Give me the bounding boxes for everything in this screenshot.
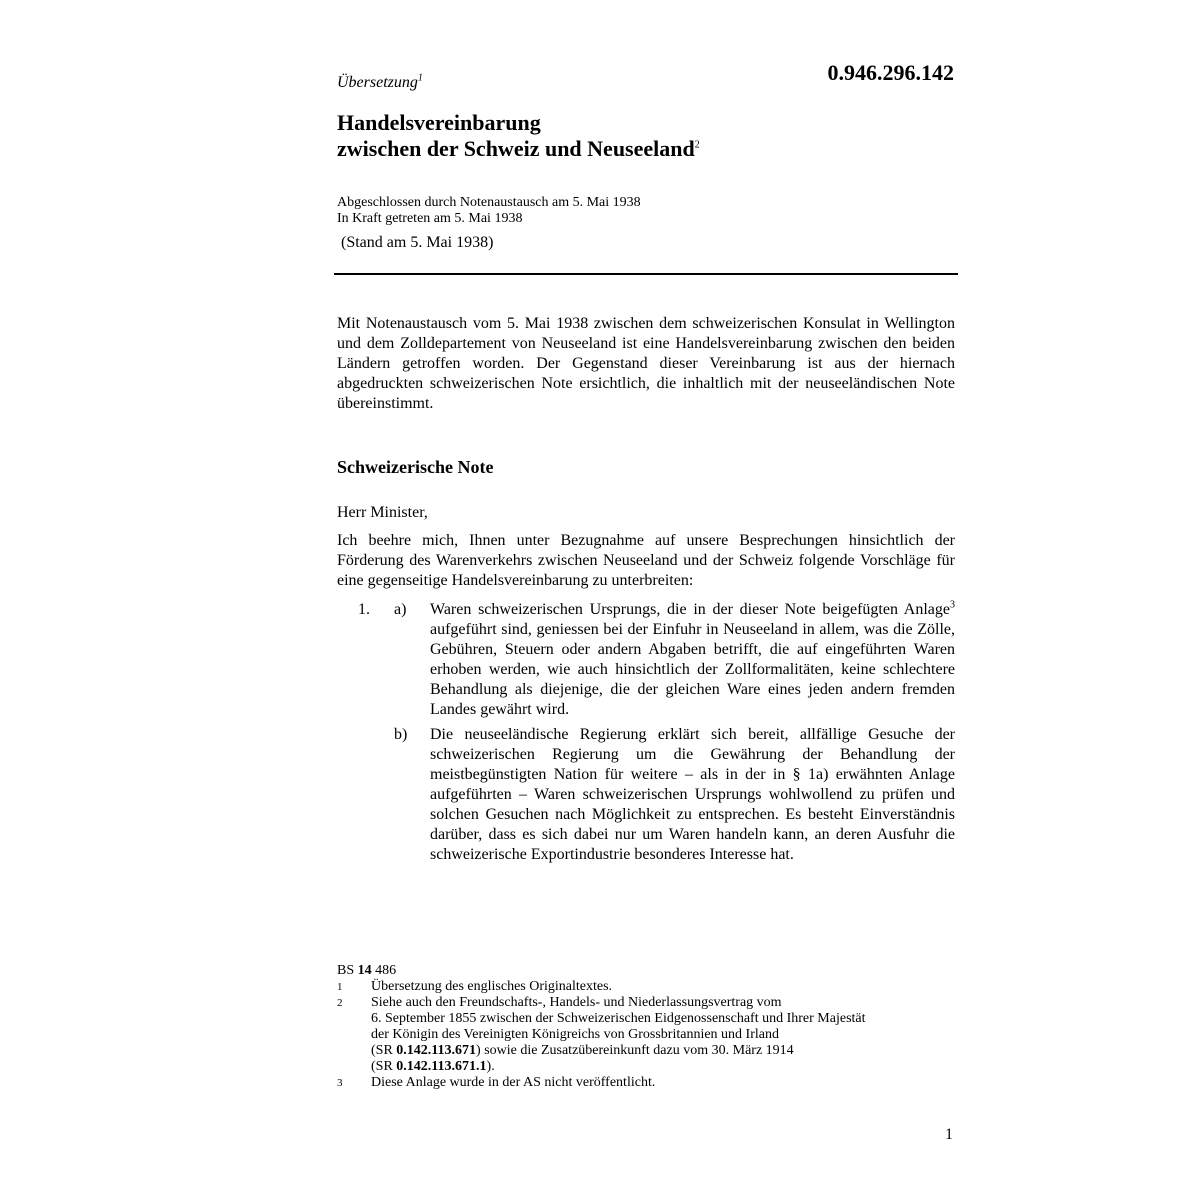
conclusion-info <box>337 195 641 227</box>
bs-reference: BS 14 486 <box>337 963 397 978</box>
footnote-3 <box>337 1075 957 1091</box>
footnote-ref-2[interactable]: 2 <box>694 139 700 151</box>
title-line-1: Handelsvereinbarung <box>337 110 541 135</box>
list-item-b-text: Die neuseeländische Regierung erklärt sich bereit, allfällige Gesuche der schweizerischen Regierung um die Gewährung der Behandlung der meistbegünstigten Nation für weitere – als in der in § 1a) erwähnten Anlage aufgeführten – Waren schweizerischen Ursprungs wohlwollend zu prüfen und solchen Gesuchen nach Möglichkeit zu entsprechen. Es besteht Einverständnis darüber, dass es sich dabei nur um Waren handeln kann, an deren Ausfuhr die schweizerische Exportindustrie besonderes Interesse hat. <box>430 726 955 863</box>
title-line-2: zwischen der Schweiz und Neuseeland$^2$ <box>337 136 700 161</box>
list-item-b-letter: b) <box>394 726 408 743</box>
sr-link[interactable]: 0.142.113.671.1 <box>396 1059 487 1074</box>
status-date: (Stand am 5. Mai 1938) <box>341 234 494 251</box>
footnote-mark: 1 <box>337 981 343 993</box>
footnote-2 <box>337 995 957 1075</box>
footnote-ref-1[interactable]: 1 <box>417 72 423 84</box>
footnote-mark: 3 <box>337 1077 343 1089</box>
page-number: 1 <box>945 1126 953 1143</box>
lead-paragraph: Ich beehre mich, Ihnen unter Bezugnahme auf unsere Besprechungen hinsichtlich der Förderung des Warenverkehrs zwischen Neuseeland und der Schweiz folgende Vorschläge für eine gegenseitige Handelsvereinbarung zu unterbreiten: <box>337 532 955 589</box>
footnote-mark: 2 <box>337 997 343 1009</box>
section-heading: Schweizerische Note <box>337 457 494 477</box>
footnote-1 <box>337 979 957 995</box>
sr-number: 0.946.296.142 <box>827 60 954 85</box>
list-item-number: 1. <box>358 601 370 618</box>
header-divider <box>334 273 958 275</box>
in-force-date: In Kraft getreten am 5. Mai 1938 <box>337 211 523 226</box>
salutation: Herr Minister, <box>337 504 428 521</box>
translation-label: Übersetzung$^1$ <box>337 72 423 91</box>
footnote-text: Übersetzung des englisches Originaltextes. <box>371 979 613 994</box>
concluded-date: Abgeschlossen durch Notenaustausch am 5. Mai 1938 <box>337 195 641 210</box>
footnotes <box>337 963 957 1091</box>
intro-paragraph: Mit Notenaustausch vom 5. Mai 1938 zwischen dem schweizerischen Konsulat in Wellington und dem Zolldepartement von Neuseeland ist eine Handelsvereinbarung zwischen den beiden Ländern getroffen worden. Der Gegenstand dieser Vereinbarung ist aus der hiernach abgedruckten schweizerischen Note ersichtlich, die inhaltlich mit der neuseeländischen Note übereinstimmt. <box>337 315 955 412</box>
sr-link[interactable]: 0.142.113.671 <box>396 1043 477 1058</box>
document-title <box>337 110 700 162</box>
list-item-a-letter: a) <box>394 601 407 618</box>
footnote-text: Siehe auch den Freundschafts-, Handels- und Niederlassungsvertrag vom 6. September 1855 zwischen der Schweizerischen Eidgenossenschaft und Ihrer Majestät der Königin des Vereinigten Königreichs von Grossbritannien und Irland (SR 0.142.113.671) sowie die Zusatzübereinkunft dazu vom 30. März 1914 (SR 0.142.113.671.1). <box>371 995 866 1074</box>
footnote-text: Diese Anlage wurde in der AS nicht veröffentlicht. <box>371 1075 656 1090</box>
footnote-ref-3[interactable]: 3 <box>950 599 955 611</box>
list-item-a-text: Waren schweizerischen Ursprungs, die in der dieser Note beigefügten Anlage$^3$ aufgeführt sind, geniessen bei der Einfuhr in Neuseeland in allem, was die Zölle, Gebühren, Steuern oder andern Abgaben betrifft, die auf eingeführten Waren erhoben werden, wie auch hinsichtlich der Zollformalitäten, keine schlechtere Behandlung als diejenige, die der gleichen Ware eines jeden andern fremden Landes gewährt wird. <box>430 599 955 718</box>
